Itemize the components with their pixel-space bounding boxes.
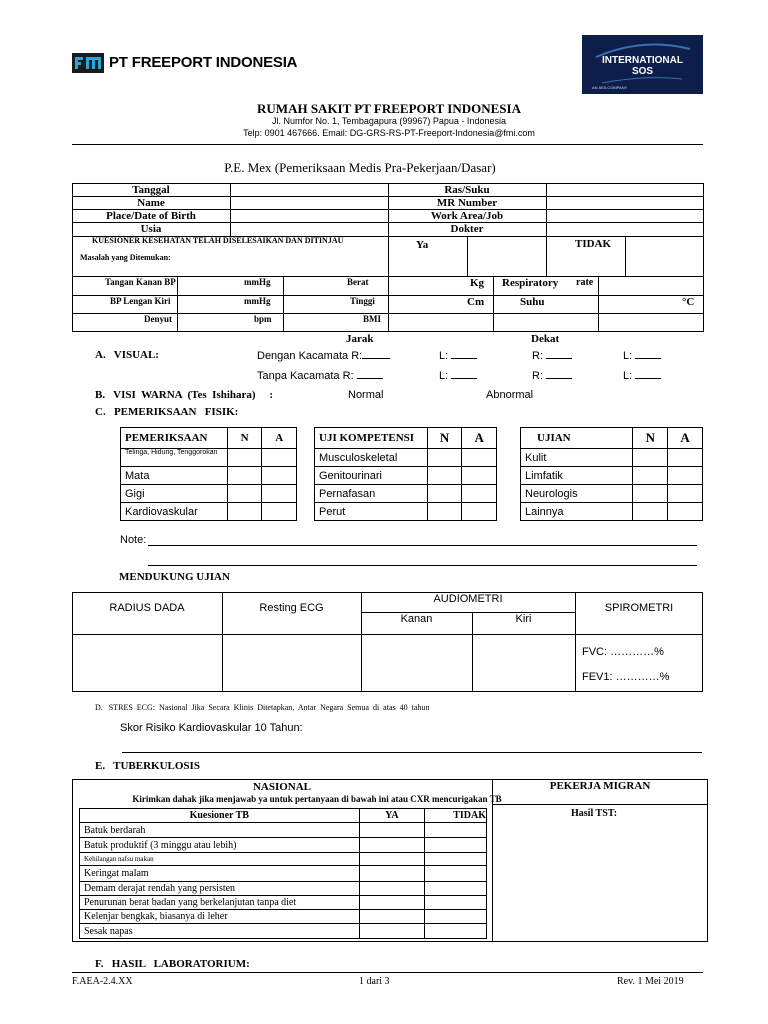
label-denyut: Denyut (144, 314, 173, 324)
radius-dada-field[interactable] (73, 635, 221, 691)
fisik-table-1: PEMERIKSAAN N A Telinga, Hidung, Tenggorokan Mata Gigi Kardiovaskular (120, 427, 297, 521)
label-berat: Berat (347, 277, 369, 287)
sos-logo-line1: INTERNATIONAL (602, 55, 683, 66)
fisik-check-a[interactable] (462, 503, 497, 521)
fisik-item: Kardiovaskular (121, 503, 228, 521)
tb-check-tidak[interactable] (425, 882, 487, 896)
form-title: P.E. Mex (Pemeriksaan Medis Pra-Pekerjaan/Dasar) (224, 160, 496, 175)
label-name: Name (137, 197, 165, 209)
tb-check-ya[interactable] (359, 896, 425, 910)
label-deg-c: °C (682, 296, 695, 308)
hospital-name: RUMAH SAKIT PT FREEPORT INDONESIA (257, 101, 521, 116)
sos-logo-tag: AN AEA COMPANY (592, 85, 628, 90)
audiometri-kanan: Kanan (400, 613, 433, 625)
label-cm: Cm (467, 296, 485, 308)
tanpa-dekat-l-field[interactable] (635, 378, 661, 379)
note-line-1[interactable] (148, 545, 697, 546)
tb-question: Demam derajat rendah yang persisten (80, 882, 360, 896)
fisik-check-n[interactable] (633, 485, 668, 503)
label-bp-lengan-kiri: BP Lengan Kiri (110, 296, 171, 306)
kuesioner-ya[interactable]: Ya (416, 239, 429, 251)
stres-ecg-label: D. STRES ECG: Nasional Jika Secara Klinis Ditetapkan, Antar Negara Semua di atas 40 tahun (95, 703, 430, 712)
label-bpm: bpm (254, 314, 272, 324)
note-line-2[interactable] (148, 565, 697, 566)
label-bmi: BMI (363, 314, 381, 324)
fisik-check-n[interactable] (633, 503, 668, 521)
label-ras-suku: Ras/Suku (444, 184, 490, 196)
visual-row-dengan: Dengan Kacamata R: (257, 350, 390, 362)
fisik-item: Kulit (521, 449, 633, 467)
tb-question: Kelenjar bengkak, biasanya di leher (80, 910, 360, 924)
fisik-item: Pernafasan (315, 485, 428, 503)
tb-question: Kehilangan nafsu makan (80, 853, 360, 866)
field-work-area[interactable] (547, 210, 703, 222)
skor-risiko-line[interactable] (122, 752, 702, 753)
fisik-label: C. PEMERIKSAAN FISIK: (95, 406, 239, 418)
label-kg: Kg (470, 277, 485, 289)
fisik-item: Musculoskeletal (315, 449, 428, 467)
header-divider (72, 144, 703, 145)
fisik-item: Genitourinari (315, 467, 428, 485)
tb-check-tidak[interactable] (425, 896, 487, 910)
freeport-logo-icon (72, 53, 104, 73)
fisik-col2-header: UJI KOMPETENSI (315, 428, 428, 449)
hospital-contact: Telp: 0901 467666. Email: DG-GRS-RS-PT-Freeport-Indonesia@fmi.com (243, 128, 535, 138)
tb-check-tidak[interactable] (425, 866, 487, 882)
field-ras-suku[interactable] (547, 184, 703, 196)
tb-check-ya[interactable] (359, 838, 425, 853)
footer-revision: Rev. 1 Mei 2019 (617, 976, 684, 987)
tb-check-tidak[interactable] (425, 838, 487, 853)
spirometri-header: SPIROMETRI (604, 602, 674, 614)
resting-ecg-field[interactable] (223, 635, 360, 691)
fisik-item: Lainnya (521, 503, 633, 521)
fisik-check-n[interactable] (227, 449, 262, 467)
fisik-item: Perut (315, 503, 428, 521)
field-place-dob[interactable] (231, 210, 388, 222)
tanpa-kacamata-label: Tanpa Kacamata (257, 370, 340, 382)
tb-pekerja-header: PEKERJA MIGRAN (549, 780, 651, 792)
tb-questionnaire (79, 808, 487, 939)
visi-warna-label: B. VISI WARNA (Tes Ishihara) : (95, 389, 273, 401)
label-tangan-kanan: Tangan Kanan BP (105, 277, 176, 287)
fisik-check-a[interactable] (462, 449, 497, 467)
hospital-address: Jl. Numfor No. 1, Tembagapura (99967) Papua - Indonesia (272, 116, 506, 126)
label-rate: rate (576, 277, 594, 288)
fisik-table-3: UJIAN N A Kulit Limfatik Neurologis Lainnya (520, 427, 703, 521)
tanpa-dekat-l: L: (623, 370, 661, 382)
label-work-area: Work Area/Job (430, 210, 504, 222)
resting-ecg-header: Resting ECG (259, 602, 324, 614)
tb-hasil-tst: Hasil TST: (571, 808, 618, 819)
fisik-check-a[interactable] (262, 467, 297, 485)
sos-logo-line2: SOS (631, 66, 654, 77)
mendukung-label: MENDUKUNG UJIAN (119, 571, 230, 583)
visi-warna-abnormal[interactable]: Abnormal (486, 389, 534, 401)
tb-check-ya[interactable] (359, 924, 425, 939)
field-mr-number[interactable] (547, 197, 703, 209)
masalah-label: Masalah yang Ditemukan: (80, 253, 171, 262)
label-dokter: Dokter (450, 223, 484, 235)
fisik-check-n[interactable] (227, 485, 262, 503)
fisik-check-a[interactable] (668, 449, 703, 467)
skor-risiko-label: Skor Risiko Kardiovaskular 10 Tahun: (120, 722, 303, 734)
lab-label: F. HASIL LABORATORIUM: (95, 958, 250, 970)
note-label: Note: (120, 534, 147, 546)
fisik-col1-header: PEMERIKSAAN (121, 428, 228, 449)
fisik-check-n[interactable] (427, 449, 462, 467)
freeport-logo-text: PT FREEPORT INDONESIA (109, 54, 298, 71)
tb-nasional-header: NASIONAL (252, 781, 312, 793)
tb-check-tidak[interactable] (425, 853, 487, 866)
dekat-heading: Dekat (531, 333, 560, 345)
jarak-heading: Jarak (346, 333, 374, 345)
audiometri-kiri: Kiri (515, 613, 532, 625)
dengan-jarak-l: L: (439, 350, 477, 362)
kuesioner-tidak[interactable]: TIDAK (575, 238, 612, 250)
tb-check-ya[interactable] (359, 823, 425, 838)
visi-warna-normal[interactable]: Normal (348, 389, 384, 401)
visual-row-tanpa: Tanpa Kacamata R: (257, 370, 383, 382)
tb-ya-header: YA (359, 809, 425, 823)
kuesioner-label: KUESIONER KESEHATAN TELAH DISELESAIKAN DAN DITINJAU (92, 236, 344, 245)
audiometri-header: AUDIOMETRI (433, 593, 503, 605)
label-suhu: Suhu (520, 296, 545, 308)
fisik-check-a[interactable] (462, 467, 497, 485)
label-usia: Usia (140, 223, 162, 235)
tanpa-dekat-r: R: (532, 370, 572, 382)
label-tanggal: Tanggal (132, 184, 170, 196)
fisik-check-a[interactable] (668, 467, 703, 485)
international-sos-logo (582, 35, 703, 94)
dengan-dekat-r-field[interactable] (546, 358, 572, 359)
fisik-item: Telinga, Hidung, Tenggorokan (121, 449, 228, 467)
fev1-field[interactable]: FEV1: …………% (582, 671, 670, 683)
tanpa-jarak-l: L: (439, 370, 477, 382)
fisik-check-n[interactable] (427, 503, 462, 521)
fisik-table-2: UJI KOMPETENSI N A Musculoskeletal Genitourinari Pernafasan Perut (314, 427, 497, 521)
tb-check-ya[interactable] (359, 853, 425, 866)
tb-kuesioner-header: Kuesioner TB (80, 809, 360, 823)
fisik-check-n[interactable] (427, 467, 462, 485)
dengan-kacamata-label: Dengan Kacamata (257, 350, 349, 362)
tb-check-ya[interactable] (359, 866, 425, 882)
audiometri-kiri-field[interactable] (473, 635, 574, 691)
tanpa-dekat-r-field[interactable] (546, 378, 572, 379)
label-mmhg-2: mmHg (244, 296, 271, 306)
tb-label: E. TUBERKULOSIS (95, 760, 200, 772)
tb-check-tidak[interactable] (425, 823, 487, 838)
fisik-check-a[interactable] (668, 503, 703, 521)
tb-question: Batuk berdarah (80, 823, 360, 838)
label-mmhg-1: mmHg (244, 277, 271, 287)
fisik-check-n[interactable] (633, 449, 668, 467)
label-tinggi: Tinggi (350, 296, 375, 306)
fvc-field[interactable]: FVC: …………% (582, 646, 664, 658)
label-respiratory: Respiratory (502, 277, 559, 289)
dengan-dekat-r: R: (532, 350, 572, 362)
tb-check-tidak[interactable] (425, 910, 487, 924)
dengan-dekat-l: L: (623, 350, 661, 362)
footer-page-number: 1 dari 3 (359, 976, 390, 987)
fisik-item: Gigi (121, 485, 228, 503)
dengan-dekat-l-field[interactable] (635, 358, 661, 359)
fisik-check-a[interactable] (262, 449, 297, 467)
dengan-jarak-l-field[interactable] (451, 358, 477, 359)
tb-tidak-header: TIDAK (425, 809, 487, 823)
tanpa-jarak-r-field[interactable] (357, 378, 383, 379)
radius-dada-header: RADIUS DADA (109, 602, 185, 614)
dengan-jarak-r-field[interactable] (362, 358, 390, 359)
fisik-item: Mata (121, 467, 228, 485)
fisik-check-n[interactable] (227, 503, 262, 521)
fisik-check-n[interactable] (227, 467, 262, 485)
audiometri-kanan-field[interactable] (362, 635, 471, 691)
fisik-item: Limfatik (521, 467, 633, 485)
field-tanggal[interactable] (231, 184, 388, 196)
field-usia[interactable] (231, 223, 388, 236)
visual-label: A. VISUAL: (95, 349, 159, 361)
tb-question: Sesak napas (80, 924, 360, 939)
tb-question: Batuk produktif (3 minggu atau lebih) (80, 838, 360, 853)
fisik-col3-header: UJIAN (521, 428, 633, 449)
fisik-check-a[interactable] (668, 485, 703, 503)
field-name[interactable] (231, 197, 388, 209)
tb-question: Penurunan berat badan yang berkelanjutan tanpa diet (80, 896, 360, 910)
fisik-check-n[interactable] (633, 467, 668, 485)
fisik-check-a[interactable] (262, 485, 297, 503)
fisik-check-n[interactable] (427, 485, 462, 503)
fisik-check-a[interactable] (262, 503, 297, 521)
tb-check-ya[interactable] (359, 910, 425, 924)
label-place-dob: Place/Date of Birth (106, 210, 196, 222)
fisik-check-a[interactable] (462, 485, 497, 503)
tb-question: Keringat malam (80, 866, 360, 882)
footer-form-code: F.AEA-2.4.XX (72, 976, 133, 987)
tb-check-tidak[interactable] (425, 924, 487, 939)
tb-check-ya[interactable] (359, 882, 425, 896)
label-mr-number: MR Number (436, 197, 498, 209)
tb-instruction: Kirimkan dahak jika menjawab ya untuk pertanyaan di bawah ini atau CXR mencurigakan TB (132, 794, 502, 804)
tanpa-jarak-l-field[interactable] (451, 378, 477, 379)
fisik-item: Neurologis (521, 485, 633, 503)
field-dokter[interactable] (547, 223, 703, 236)
footer-divider (72, 972, 703, 973)
